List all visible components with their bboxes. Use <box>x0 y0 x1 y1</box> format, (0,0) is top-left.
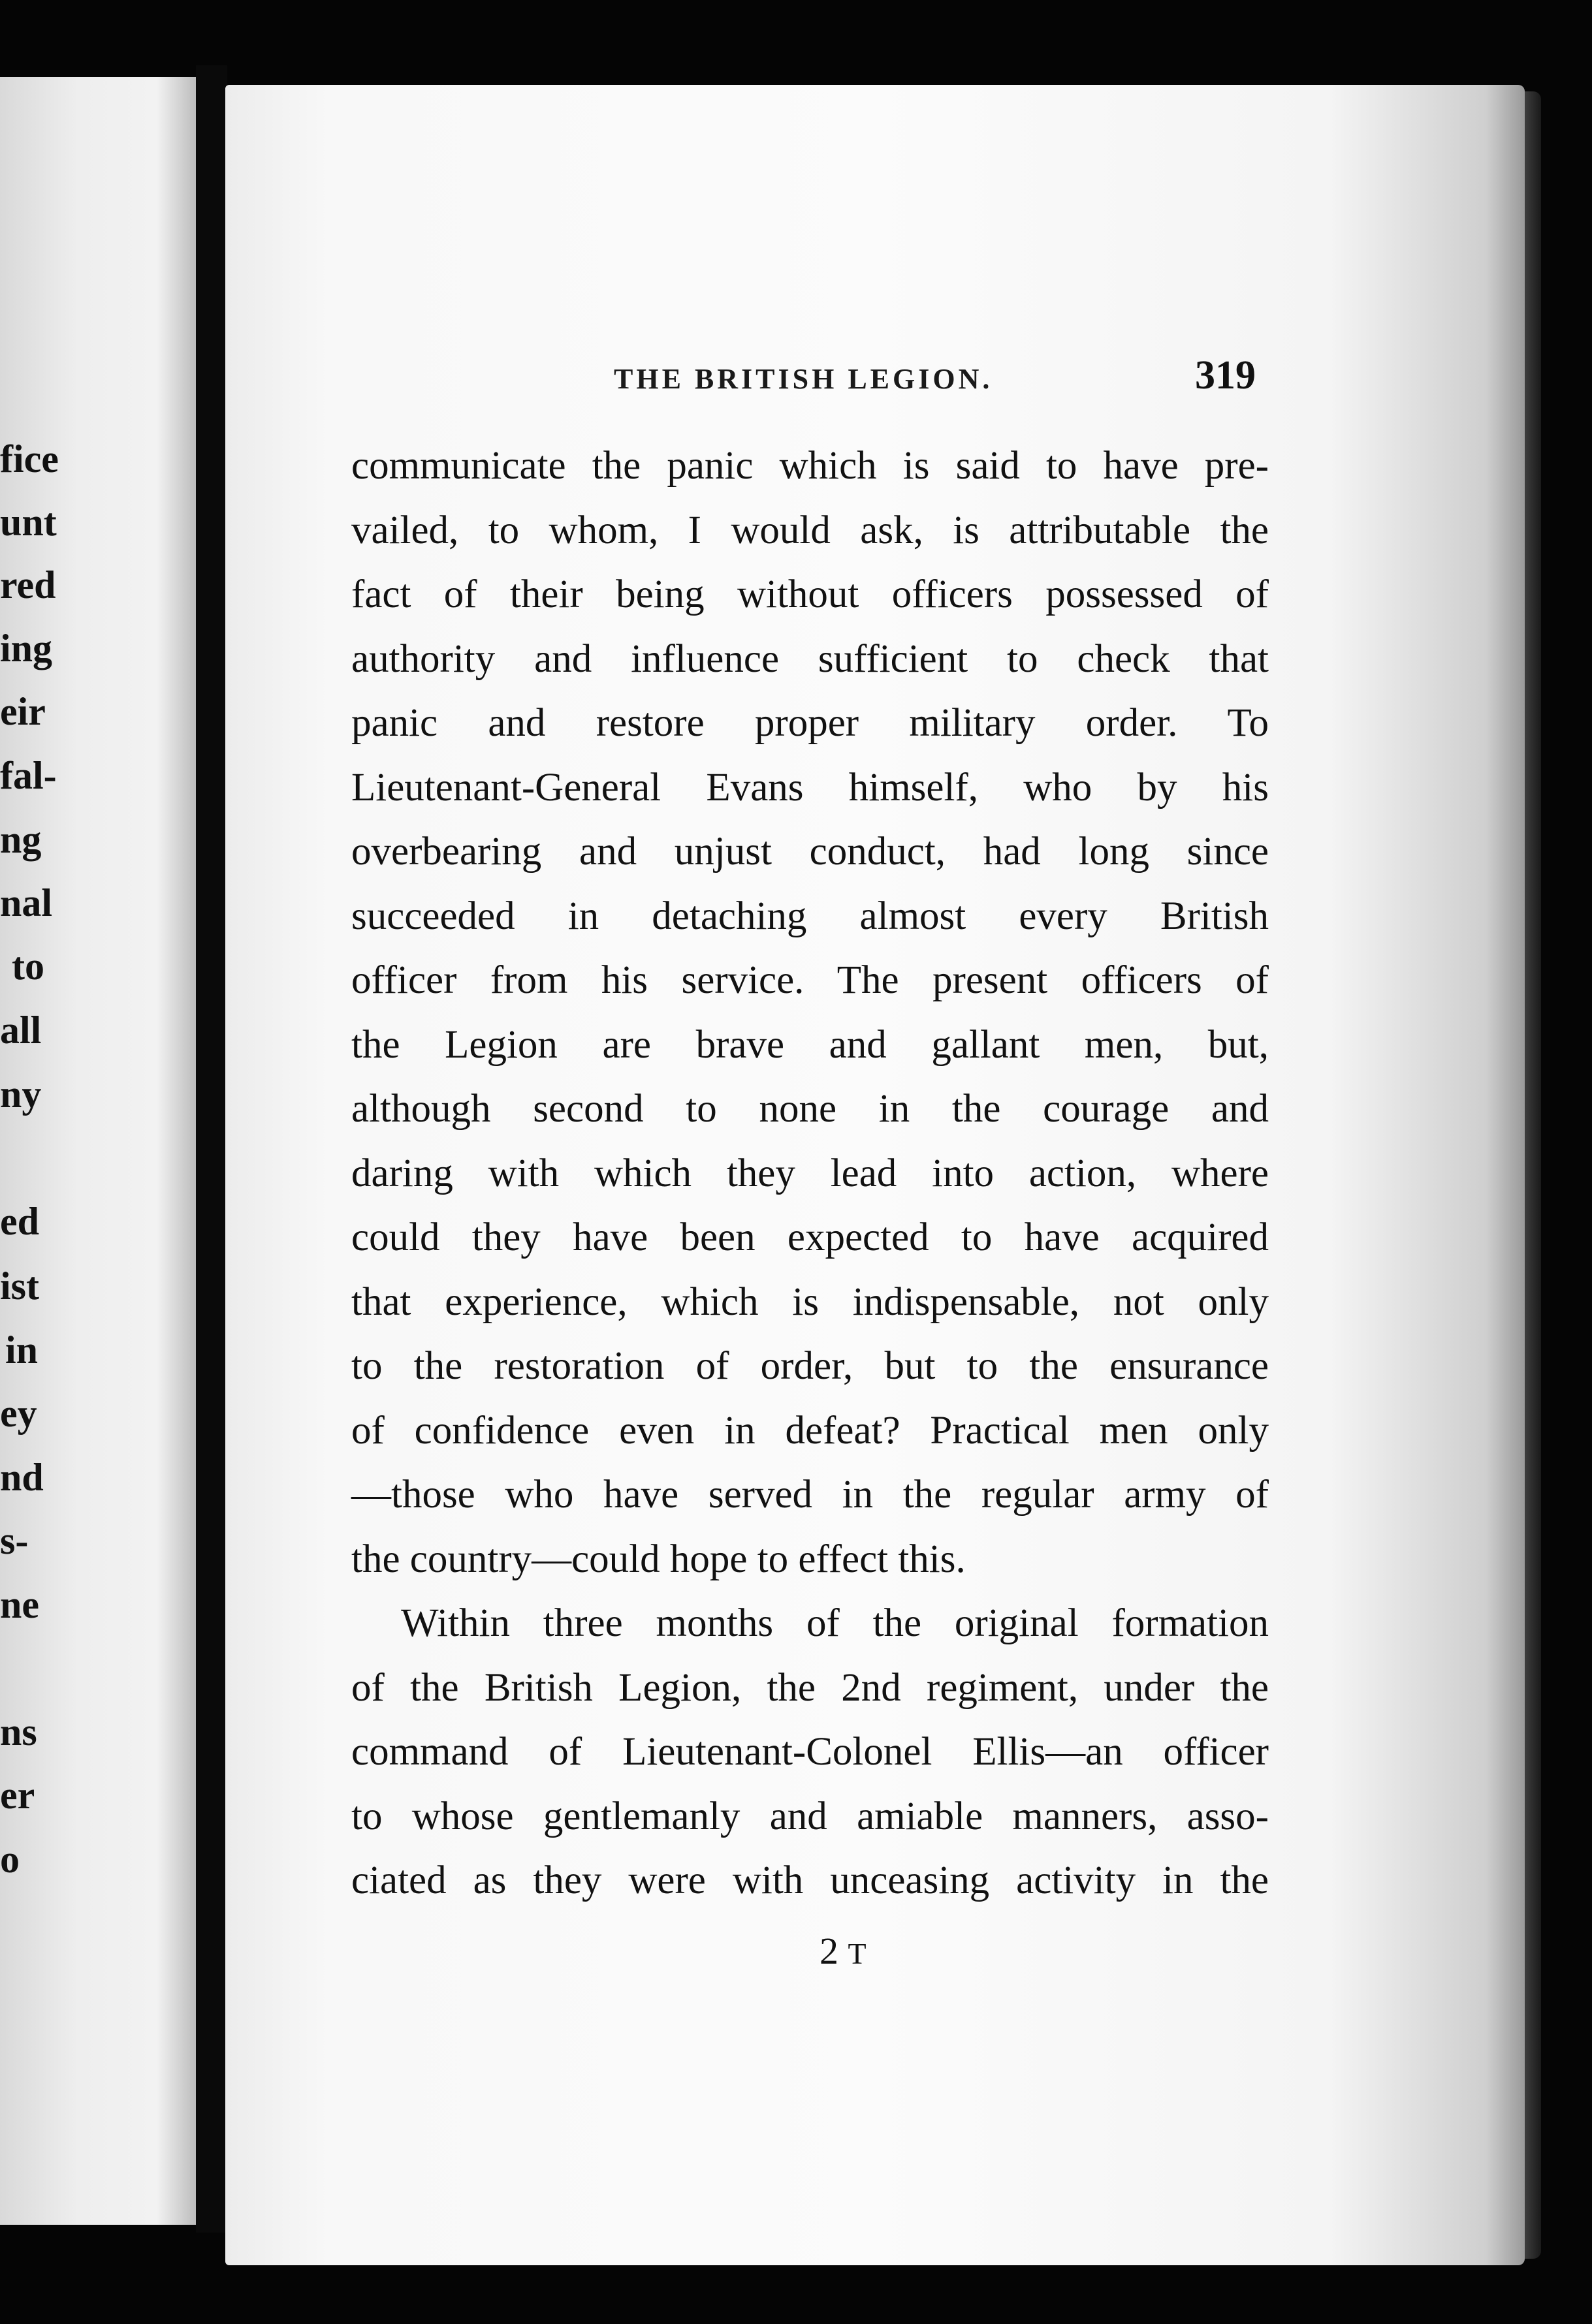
text-line: the Legion are brave and gallant men, but, <box>351 1022 1269 1067</box>
text-line: that experience, which is indispensable, not only <box>351 1280 1269 1324</box>
body-text <box>351 434 1269 1913</box>
left-line-fragment: er <box>0 1774 35 1817</box>
text-line: communicate the panic which is said to have pre- <box>351 444 1269 488</box>
left-line-fragment: red <box>0 563 56 606</box>
text-line: overbearing and unjust conduct, had long since <box>351 830 1269 873</box>
left-line-fragment: ng <box>0 818 42 861</box>
text-line: to whose gentlemanly and amiable manners, asso- <box>351 1794 1269 1838</box>
text-line: command of Lieutenant-Colonel Ellis—an officer <box>351 1730 1269 1774</box>
text-line: officer from his service. The present officers of <box>351 958 1269 1002</box>
text-line: the country—could hope to effect this. <box>351 1537 966 1581</box>
left-line-fragment: ne <box>0 1583 39 1626</box>
left-line-fragment: ns <box>0 1710 37 1753</box>
left-line-fragment: ny <box>0 1073 42 1116</box>
text-line: ciated as they were with unceasing activity in the <box>351 1859 1269 1902</box>
signature-letter: T <box>848 1937 867 1970</box>
text-line: of confidence even in defeat? Practical men only <box>351 1408 1269 1452</box>
left-line-fragment: ed <box>0 1200 39 1243</box>
text-line: fact of their being without officers possessed of <box>351 573 1269 616</box>
text-line: daring with which they lead into action, where <box>351 1151 1269 1195</box>
left-line-fragment: ist <box>0 1264 39 1308</box>
running-head: THE BRITISH LEGION. <box>614 363 993 395</box>
text-line: vailed, to whom, I would ask, is attributable the <box>351 508 1269 552</box>
text-line: authority and influence sufficient to check that <box>351 636 1269 681</box>
signature-number: 2 <box>820 1930 838 1972</box>
left-line-fragment: fal- <box>0 754 57 797</box>
left-line-fragment: to <box>12 945 44 988</box>
text-line: panic and restore proper military order. To <box>351 701 1269 745</box>
text-line: although second to none in the courage and <box>351 1087 1269 1131</box>
left-line-fragment: ey <box>0 1392 37 1435</box>
book-gutter <box>196 65 227 2233</box>
left-line-fragment: s- <box>0 1519 29 1562</box>
text-line: Within three months of the original formation <box>401 1601 1269 1645</box>
left-line-fragment: nal <box>0 881 53 924</box>
printer-signature-mark <box>820 1929 867 1973</box>
left-line-fragment: all <box>0 1009 42 1052</box>
left-line-fragment: o <box>0 1838 20 1881</box>
left-line-fragment: ing <box>0 627 53 670</box>
previous-page-fragment <box>0 77 196 2225</box>
page-number: 319 <box>1195 353 1256 398</box>
left-line-fragment: eir <box>0 690 46 733</box>
left-line-fragment: fice <box>0 437 59 480</box>
left-line-fragment: in <box>5 1328 39 1372</box>
text-line: —those who have served in the regular army of <box>351 1473 1269 1516</box>
text-line: Lieutenant-General Evans himself, who by his <box>351 765 1269 809</box>
text-line: to the restoration of order, but to the ensurance <box>351 1344 1269 1388</box>
text-line: of the British Legion, the 2nd regiment, under the <box>351 1665 1269 1710</box>
left-line-fragment: unt <box>0 501 57 544</box>
text-line: succeeded in detaching almost every British <box>351 894 1269 938</box>
text-line: could they have been expected to have acquired <box>351 1216 1269 1259</box>
left-line-fragment: nd <box>0 1456 44 1499</box>
